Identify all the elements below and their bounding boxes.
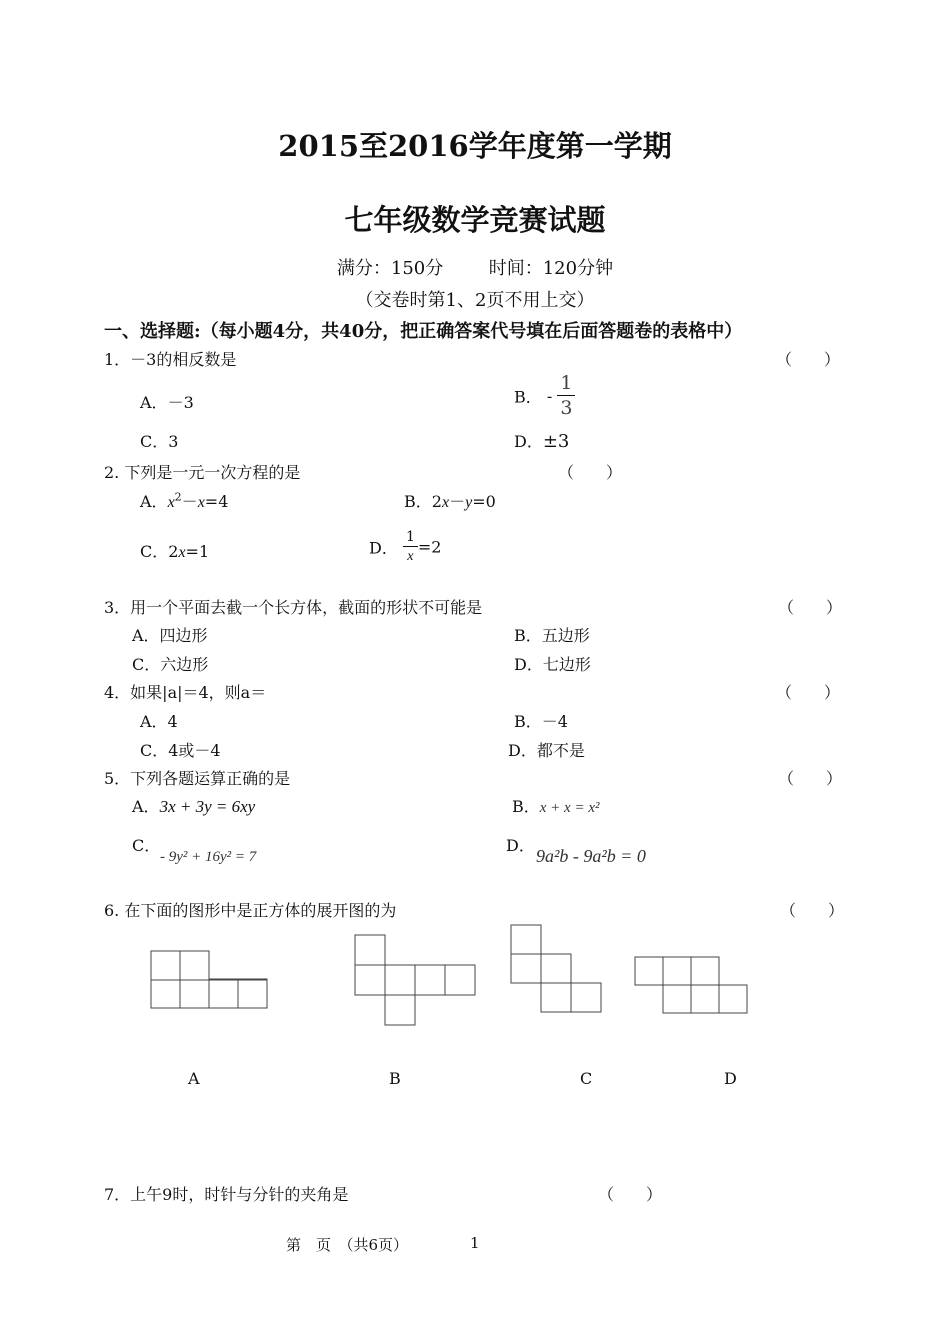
title-term: 2015至2016学年度第一学期 <box>278 129 672 163</box>
q5-option-b: B．x + x = x² <box>512 797 600 816</box>
title-exam: 七年级数学竞赛试题 <box>344 203 606 237</box>
answer-paren-5: （ ） <box>778 769 843 788</box>
full-score: 满分：150分 <box>336 258 444 279</box>
q1-option-a: A．－3 <box>140 393 194 412</box>
answer-paren-6: （ ） <box>780 901 845 920</box>
page-footer: 第 页 （共6页） <box>286 1236 409 1254</box>
q2-option-d: D． $\frac{1}{x}$ =2 <box>369 529 442 564</box>
q1-option-d: D．±3 <box>514 431 570 452</box>
page-number: 1 <box>470 1234 480 1252</box>
cube-net-b <box>354 934 480 1028</box>
figure-label-d: D <box>724 1069 737 1088</box>
q3-option-d: D．七边形 <box>514 655 591 674</box>
question-6-stem: 6. 在下面的图形中是正方体的展开图的为 <box>104 901 397 920</box>
q2-option-a: A．$x^2-x=4$ <box>140 490 229 511</box>
answer-paren-4: （ ） <box>776 683 841 702</box>
answer-paren-7: （ ） <box>598 1185 663 1204</box>
exam-meta <box>0 254 950 280</box>
question-7-stem: 7．上午9时，时针与分针的夹角是 <box>104 1185 349 1204</box>
q5-option-d-label: D． <box>506 836 535 855</box>
q2-option-b: B．2x－y=0 <box>404 492 496 511</box>
fraction: $\frac{1}{x}$ <box>403 530 418 564</box>
q5-option-c: - 9y² + 16y² = 7 <box>160 849 257 865</box>
q5-option-c-label: C． <box>132 836 161 855</box>
q1-option-c: C．3 <box>140 432 179 451</box>
q4-option-c: C．4或－4 <box>140 741 221 760</box>
figure-label-c: C <box>580 1069 593 1088</box>
question-2-stem: 2. 下列是一元一次方程的是 <box>104 463 301 482</box>
q1-option-b: B． - $\frac{1}{3}$ <box>514 374 575 418</box>
fraction: $\frac{1}{3}$ <box>557 374 575 418</box>
q3-option-b: B．五边形 <box>514 626 590 645</box>
q4-option-a: A．4 <box>140 712 178 731</box>
question-4-stem: 4．如果|a|＝4，则a＝ <box>104 683 267 702</box>
cube-net-d <box>634 956 750 1016</box>
cube-net-c <box>510 924 606 1016</box>
q4-option-d: D．都不是 <box>508 741 585 760</box>
question-5-stem: 5．下列各题运算正确的是 <box>104 769 291 788</box>
q4-option-b: B．－4 <box>514 712 568 731</box>
cube-net-a <box>150 950 270 1010</box>
q5-option-d: 9a²b - 9a²b = 0 <box>536 846 646 866</box>
question-3-stem: 3．用一个平面去截一个长方体，截面的形状不可能是 <box>104 598 483 617</box>
submission-note: （交卷时第1、2页不用上交） <box>355 290 595 311</box>
q3-option-c: C．六边形 <box>132 655 209 674</box>
figure-label-b: B <box>389 1069 401 1088</box>
answer-paren-3: （ ） <box>778 598 843 617</box>
answer-paren-1: （ ） <box>776 350 841 369</box>
section-heading: 一、选择题:（每小题4分，共40分，把正确答案代号填在后面答题卷的表格中） <box>104 321 743 342</box>
q5-option-a: A．3x + 3y = 6xy <box>132 797 256 816</box>
figure-label-a: A <box>188 1069 200 1088</box>
q2-option-c: C．2x=1 <box>140 542 210 561</box>
answer-paren-2: （ ） <box>558 463 623 482</box>
time-limit: 时间：120分钟 <box>488 258 614 279</box>
question-1-stem: 1．－3的相反数是 <box>104 350 237 369</box>
q3-option-a: A．四边形 <box>132 626 208 645</box>
